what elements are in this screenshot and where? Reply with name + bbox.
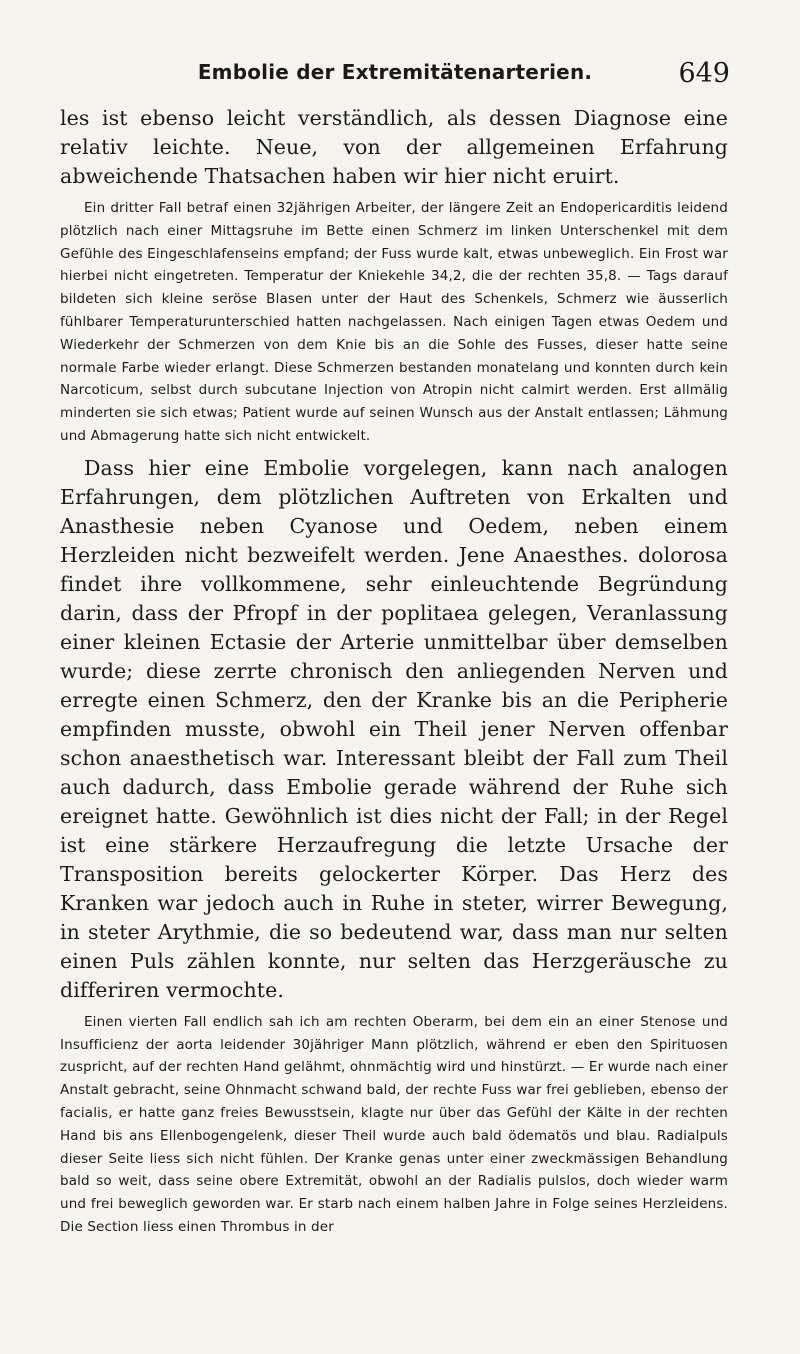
paragraph-3: Dass hier eine Embolie vorgelegen, kann nach analogen Erfahrungen, dem plötzlichen Auftreten von Erkalten und Anasthesie neben Cyanose und Oedem, neben einem Herzleiden nicht bezweifelt werden. Jene Anaesthes. dolorosa findet ihre vollkommene, sehr einleuchtende Begründung darin, dass der Pfropf in der poplitaea gelegen, Veranlassung einer kleinen Ectasie der Arterie unmittelbar über demselben wurde; diese zerrte chronisch den anliegenden Nerven und erregte einen Schmerz, den der Kranke bis an die Peripherie empfinden musste, obwohl ein Theil jener Nerven offenbar schon anaesthetisch war. Interessant bleibt der Fall zum Theil auch dadurch, dass Embolie gerade während der Ruhe sich ereignet hatte. Gewöhnlich ist dies nicht der Fall; in der Regel ist eine stärkere Herzaufregung die letzte Ursache der Transposition bereits gelockerter Körper. Das Herz des Kranken war jedoch auch in Ruhe in steter, wirrer Bewegung, in steter Arythmie, die so bedeutend war, dass man nur selten einen Puls zählen konnte, nur selten das Herzgeräusche zu differiren vermochte. xyxy=(60,455,728,1002)
body-text xyxy=(60,104,728,1239)
paragraph-2-case-note: Ein dritter Fall betraf einen 32jährigen Arbeiter, der längere Zeit an Endopericarditis leidend plötzlich nach einer Mittagsruhe im Bette einen Schmerz im linken Unterschenkel mit dem Gefühle des Eingeschlafenseins empfand; der Fuss wurde kalt, etwas unbeweglich. Ein Frost war hierbei nicht eingetreten. Temperatur der Kniekehle 34,2, die der rechten 35,8. — Tags darauf bildeten sich kleine seröse Blasen unter der Haut des Schenkels, Schmerz wie äusserlich fühlbarer Temperaturunterschied hatten nachgelassen. Nach einigen Tagen etwas Oedem und Wiederkehr der Schmerzen von dem Knie bis an die Sohle des Fusses, dieser hatte seine normale Farbe wieder erlangt. Diese Schmerzen bestanden monatelang und konnten durch kein Narcoticum, selbst durch subcutane Injection von Atropin nicht calmirt werden. Erst allmälig minderten sie sich etwas; Patient wurde auf seinen Wunsch aus der Anstalt entlassen; Lähmung und Abmagerung hatte sich nicht entwickelt. xyxy=(60,200,728,444)
paragraph-4-case-note: Einen vierten Fall endlich sah ich am rechten Oberarm, bei dem ein an einer Stenose und Insufficienz der aorta leidender 30jähriger Mann plötzlich, während er eben den Spirituosen zuspricht, auf der rechten Hand gelähmt, ohnmächtig wird und hinstürzt. — Er wurde nach einer Anstalt gebracht, seine Ohnmacht schwand bald, der rechte Fuss war frei geblieben, ebenso der facialis, er hatte ganz freies Bewusstsein, klagte nur über das Gefühl der Kälte in der rechten Hand bis ans Ellenbogengelenk, dieser Theil wurde auch bald ödematös und blau. Radialpuls dieser Seite liess sich nicht fühlen. Der Kranke genas unter einer zweckmässigen Behandlung bald so weit, dass seine obere Extremität, obwohl an der Radialis pulslos, doch wieder warm und frei beweglich geworden war. Er starb nach einem halben Jahre in Folge seines Herzleidens. Die Section liess einen Thrombus in der xyxy=(60,1013,728,1235)
page-number: 649 xyxy=(678,58,730,89)
running-title: Embolie der Extremitätenarterien. xyxy=(197,60,593,84)
running-head xyxy=(60,58,730,98)
paragraph-1: les ist ebenso leicht verständlich, als dessen Diagnose eine relativ leichte. Neue, von der allgemeinen Erfahrung abweichende Thatsachen haben wir hier nicht eruirt. xyxy=(60,106,728,188)
